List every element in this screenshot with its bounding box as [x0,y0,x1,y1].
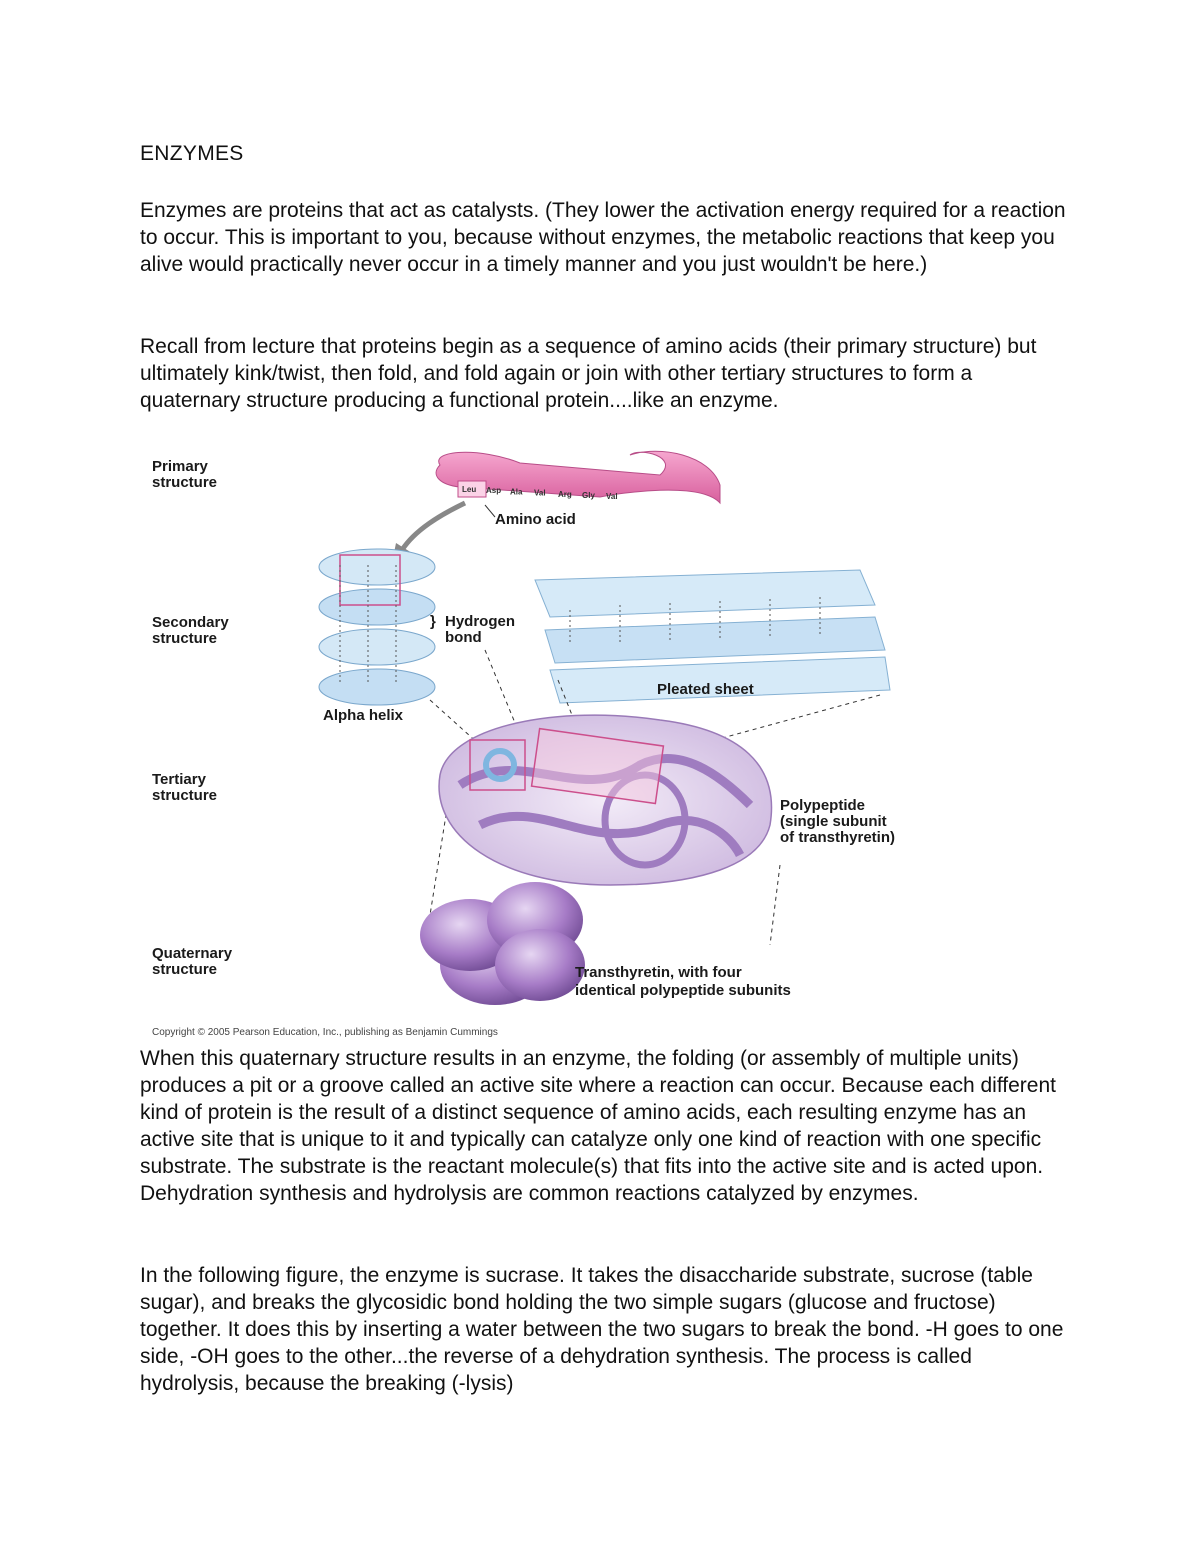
paragraph-enzymes-intro: Enzymes are proteins that act as catalysts. (They lower the activation energy required for a reaction to occur. This is important to you, because without enzymes, the metabolic reactions that keep you alive would practically never occur in a timely manner and you just wouldn't be here.) [140,199,1066,276]
amino-acid-label: Val [606,492,618,502]
amino-acid-label: Val [534,488,546,498]
amino-acid-label: Leu [462,485,477,494]
label-alpha-helix: Alpha helix [323,707,404,724]
amino-acid-label: Gly [582,491,595,500]
label-primary-structure: Primary structure [152,458,218,491]
figure-copyright: Copyright © 2005 Pearson Education, Inc., publishing as Benjamin Cummings [152,1027,498,1038]
paragraph-sucrase: In the following figure, the enzyme is sucrase. It takes the disaccharide substrate, sucrose (table sugar), and breaks the glycosidic bond holding the two simple sugars (glucose and fructose) together. It does this by inserting a water between the two sugars to break the bond. -H goes to one side, -OH goes to the other...the reverse of a dehydration synthesis. The process is called hydrolysis, because the breaking (-lysis) [140,1264,1064,1395]
hydrogen-bond-bracket: } [430,613,436,630]
tertiary-polypeptide [439,715,771,885]
amino-acid-label: Arg [558,489,572,499]
label-secondary-structure: Secondary structure [152,614,229,647]
primary-ribbon [436,451,720,503]
protein-structure-illustration [140,445,1060,1040]
protein-structure-figure [140,445,1060,1040]
label-tertiary-structure: Tertiary structure [152,771,218,804]
label-amino-acid: Amino acid [495,511,576,528]
paragraph-active-site: When this quaternary structure results in an enzyme, the folding (or assembly of multiple units) produces a pit or a groove called an active site where a reaction can occur. Because each different kind of protein is the result of a distinct sequence of amino acids, each resulting enzyme has an active site that is unique to it and typically can catalyze only one kind of reaction with one specific substrate. The substrate is the reactant molecule(s) that fits into the active site and is acted upon. Dehydration synthesis and hydrolysis are common reactions catalyzed by enzymes. [140,1047,1056,1205]
label-pleated-sheet: Pleated sheet [657,681,754,698]
amino-acid-label: Asp [486,486,502,496]
label-polypeptide: Polypeptide (single subunit of transthyretin) [780,797,896,846]
alpha-helix [319,549,435,705]
label-transthyretin: Transthyretin, with four identical polypeptide subunits [575,964,791,999]
page-title: ENZYMES [140,142,244,165]
label-hydrogen-bond: Hydrogen bond [445,613,516,646]
label-quaternary-structure: Quaternary structure [152,945,233,978]
quaternary-transthyretin [420,882,585,1005]
amino-acid-label: Ala [510,487,523,497]
paragraph-protein-structure: Recall from lecture that proteins begin as a sequence of amino acids (their primary structure) but ultimately kink/twist, then fold, and fold again or join with other tertiary structures to form a quaternary structure producing a functional protein....like an enzyme. [140,335,1037,412]
curve-arrow [402,503,465,550]
